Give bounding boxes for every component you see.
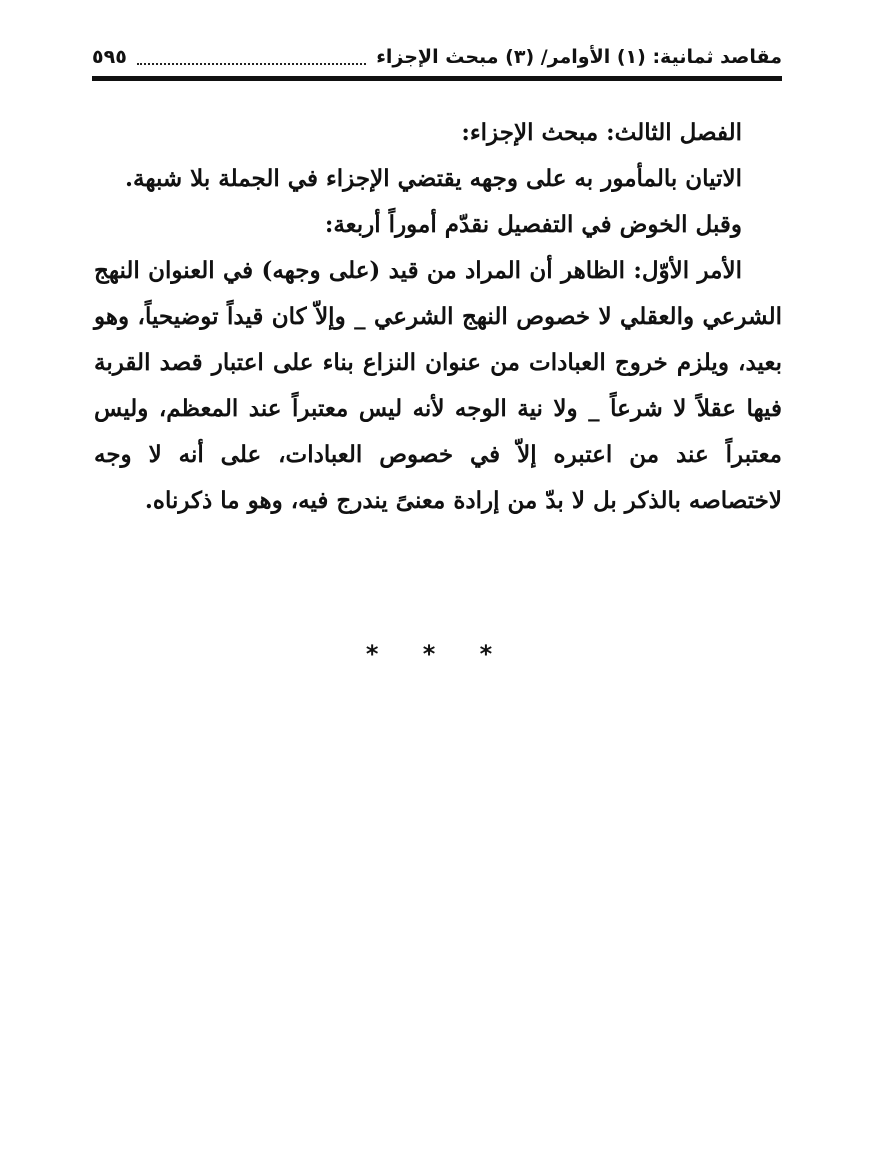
section-end-ornament: * * *	[365, 640, 511, 668]
page-number: ٥٩٥	[92, 46, 127, 68]
first-matter-paragraph	[94, 248, 782, 524]
section-heading: الفصل الثالث: مبحث الإجزاء:	[461, 119, 742, 146]
first-matter-lead: الأمر الأوّل:	[633, 257, 742, 284]
header-rule	[92, 76, 782, 81]
running-header	[92, 40, 782, 74]
first-matter-text: الظاهر أن المراد من قيد (على وجهه) في العنوان النهج الشرعي والعقلي لا خصوص النهج الشرعي _ وإلاّ كان قيداً توضيحياً، وهو بعيد، ويلزم خروج العبادات من عنوان النزاع بناء على اعتبار قصد القربة فيها عقلاً لا شرعاً _ ولا نية الوجه لأنه ليس معتبراً عند المعظم، وليس معتبراً عند من اعتبره إلاّ في خصوص العبادات، على أنه لا وجه لاختصاصه بالذكر بل لا بدّ من إرادة معنىً يندرج فيه، وهو ما ذكرناه.	[94, 257, 782, 514]
intro-paragraph: وقبل الخوض في التفصيل نقدّم أموراً أربعة:	[324, 211, 742, 238]
body-text	[94, 110, 782, 524]
leader-dots	[137, 49, 366, 65]
running-title: مقاصد ثمانية: (١) الأوامر/ (٣) مبحث الإجزاء	[376, 46, 782, 68]
thesis-paragraph: الاتيان بالمأمور به على وجهه يقتضي الإجزاء في الجملة بلا شبهة.	[125, 165, 742, 192]
